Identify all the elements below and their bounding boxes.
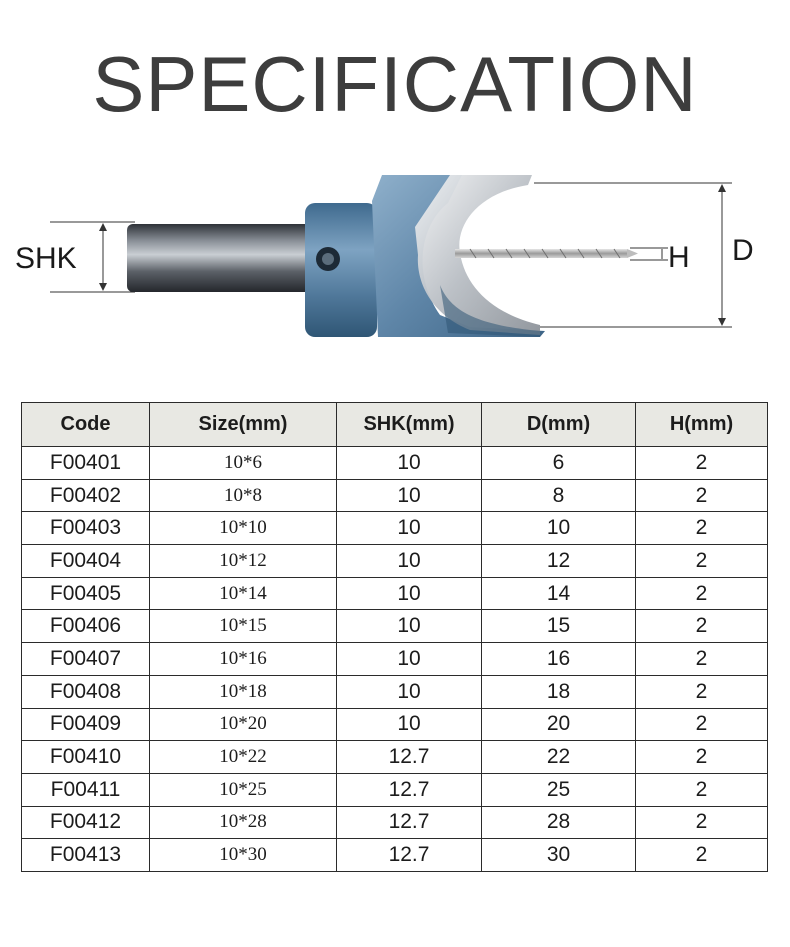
cell-shk: 12.7	[337, 839, 482, 872]
cell-size: 10*6	[150, 447, 337, 480]
cell-d: 14	[482, 577, 636, 610]
cell-code: F00408	[22, 675, 150, 708]
cell-d: 15	[482, 610, 636, 643]
specification-table	[21, 402, 768, 872]
cell-size: 10*12	[150, 545, 337, 578]
cell-code: F00406	[22, 610, 150, 643]
header-size: Size(mm)	[150, 403, 337, 447]
table-row	[22, 839, 768, 872]
table-header-row	[22, 403, 768, 447]
cell-d: 25	[482, 773, 636, 806]
cell-shk: 10	[337, 577, 482, 610]
cell-d: 10	[482, 512, 636, 545]
cell-d: 6	[482, 447, 636, 480]
table-row	[22, 773, 768, 806]
cell-code: F00409	[22, 708, 150, 741]
cell-d: 28	[482, 806, 636, 839]
cell-h: 2	[636, 773, 768, 806]
cell-h: 2	[636, 479, 768, 512]
cell-d: 20	[482, 708, 636, 741]
cell-size: 10*22	[150, 741, 337, 774]
cell-d: 12	[482, 545, 636, 578]
cell-code: F00412	[22, 806, 150, 839]
cell-shk: 10	[337, 479, 482, 512]
cell-code: F00403	[22, 512, 150, 545]
cell-size: 10*10	[150, 512, 337, 545]
cell-shk: 10	[337, 610, 482, 643]
header-d: D(mm)	[482, 403, 636, 447]
cell-size: 10*16	[150, 643, 337, 676]
cell-size: 10*20	[150, 708, 337, 741]
cell-h: 2	[636, 512, 768, 545]
cell-h: 2	[636, 741, 768, 774]
router-bit-diagram	[0, 165, 790, 355]
cell-size: 10*8	[150, 479, 337, 512]
page-title: SPECIFICATION	[92, 40, 698, 128]
cell-code: F00413	[22, 839, 150, 872]
cell-size: 10*30	[150, 839, 337, 872]
cell-shk: 10	[337, 512, 482, 545]
table-row	[22, 643, 768, 676]
cell-code: F00404	[22, 545, 150, 578]
d-label: D	[732, 234, 754, 267]
table-row	[22, 675, 768, 708]
cell-h: 2	[636, 545, 768, 578]
shk-label: SHK	[15, 242, 77, 275]
cell-shk: 10	[337, 545, 482, 578]
table-row	[22, 545, 768, 578]
cell-h: 2	[636, 643, 768, 676]
cell-size: 10*15	[150, 610, 337, 643]
table-row	[22, 512, 768, 545]
cell-shk: 10	[337, 643, 482, 676]
table-row	[22, 610, 768, 643]
table-row	[22, 708, 768, 741]
table-row	[22, 741, 768, 774]
cell-d: 22	[482, 741, 636, 774]
table-row	[22, 577, 768, 610]
cell-shk: 10	[337, 447, 482, 480]
header-shk: SHK(mm)	[337, 403, 482, 447]
cell-h: 2	[636, 839, 768, 872]
cell-h: 2	[636, 806, 768, 839]
cell-code: F00411	[22, 773, 150, 806]
cell-h: 2	[636, 675, 768, 708]
cell-size: 10*18	[150, 675, 337, 708]
table-row	[22, 806, 768, 839]
table-row	[22, 479, 768, 512]
cell-code: F00405	[22, 577, 150, 610]
cell-shk: 12.7	[337, 806, 482, 839]
collar	[305, 203, 377, 337]
cell-size: 10*25	[150, 773, 337, 806]
cell-h: 2	[636, 708, 768, 741]
cell-code: F00401	[22, 447, 150, 480]
h-label: H	[668, 241, 690, 274]
cell-size: 10*28	[150, 806, 337, 839]
header-h: H(mm)	[636, 403, 768, 447]
header-code: Code	[22, 403, 150, 447]
cell-d: 16	[482, 643, 636, 676]
cell-h: 2	[636, 447, 768, 480]
cell-shk: 10	[337, 708, 482, 741]
table-row	[22, 447, 768, 480]
shank	[127, 224, 312, 292]
cell-code: F00402	[22, 479, 150, 512]
cell-size: 10*14	[150, 577, 337, 610]
cell-d: 8	[482, 479, 636, 512]
cell-d: 30	[482, 839, 636, 872]
cell-code: F00410	[22, 741, 150, 774]
cell-shk: 10	[337, 675, 482, 708]
cell-shk: 12.7	[337, 773, 482, 806]
cell-h: 2	[636, 610, 768, 643]
cell-h: 2	[636, 577, 768, 610]
cell-shk: 12.7	[337, 741, 482, 774]
cell-d: 18	[482, 675, 636, 708]
cell-code: F00407	[22, 643, 150, 676]
